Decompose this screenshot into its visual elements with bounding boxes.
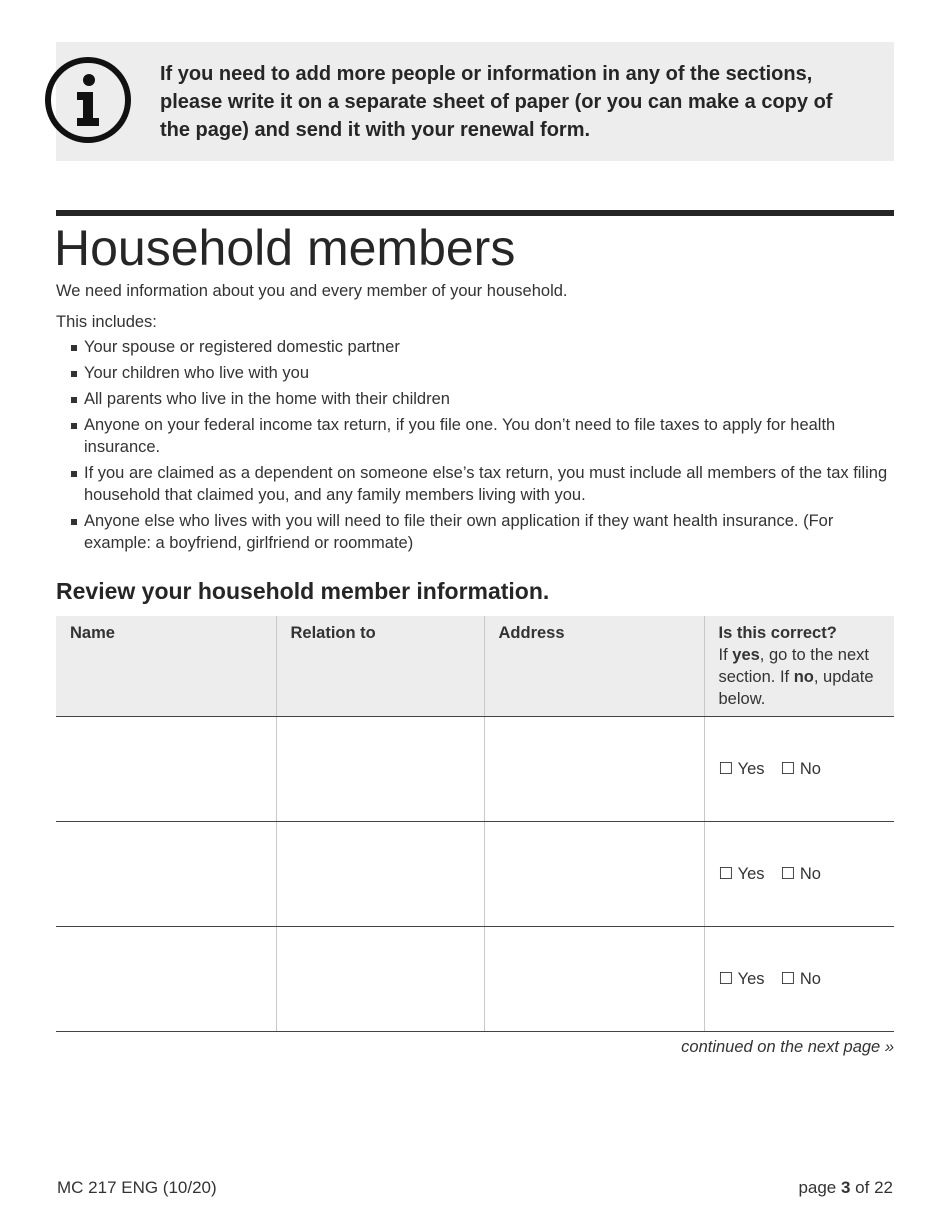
correct-cell [704, 927, 894, 1032]
review-heading: Review your household member information. [56, 578, 550, 604]
name-cell[interactable] [56, 927, 276, 1032]
list-item: Your spouse or registered domestic partner [56, 336, 894, 358]
info-icon [44, 56, 132, 144]
list-item: Your children who live with you [56, 362, 894, 384]
no-checkbox[interactable]: ☐ No [780, 760, 821, 778]
continued-note: continued on the next page » [681, 1038, 894, 1056]
page-title: Household members [54, 220, 516, 276]
yes-checkbox[interactable]: ☐ Yes [718, 970, 765, 988]
correct-cell [704, 822, 894, 927]
table-row [56, 822, 894, 927]
yes-checkbox[interactable]: ☐ Yes [718, 865, 765, 883]
address-cell[interactable] [484, 927, 704, 1032]
table-row [56, 717, 894, 822]
name-cell[interactable] [56, 822, 276, 927]
no-checkbox[interactable]: ☐ No [780, 865, 821, 883]
notice-text: If you need to add more people or information in any of the sections, please write it on a separate sheet of paper (or you can make a copy of the page) and send it with your renewal form. [160, 63, 833, 141]
list-item: Anyone on your federal income tax return, if you file one. You don’t need to file taxes to apply for health insurance. [56, 414, 894, 458]
relation-cell[interactable] [276, 717, 484, 822]
list-item: If you are claimed as a dependent on someone else’s tax return, you must include all members of the tax filing household that claimed you, and any family members living with you. [56, 462, 894, 506]
address-cell[interactable] [484, 717, 704, 822]
header-address: Address [484, 616, 704, 717]
list-item: Anyone else who lives with you will need to file their own application if they want health insurance. (For example: a boyfriend, girlfriend or roommate) [56, 510, 894, 554]
yes-checkbox[interactable]: ☐ Yes [718, 760, 765, 778]
header-relation: Relation to [276, 616, 484, 717]
includes-list [56, 336, 894, 558]
correct-cell [704, 717, 894, 822]
household-table [56, 616, 894, 1032]
section-rule [56, 210, 894, 216]
address-cell[interactable] [484, 822, 704, 927]
list-item: All parents who live in the home with their children [56, 388, 894, 410]
table-row [56, 927, 894, 1032]
includes-label: This includes: [56, 313, 157, 331]
header-correct: Is this correct? If yes, go to the next section. If no, update below. [704, 616, 894, 717]
name-cell[interactable] [56, 717, 276, 822]
intro-text: We need information about you and every member of your household. [56, 282, 568, 300]
form-id: MC 217 ENG (10/20) [57, 1178, 217, 1197]
relation-cell[interactable] [276, 822, 484, 927]
no-checkbox[interactable]: ☐ No [780, 970, 821, 988]
page-number: page 3 of 22 [798, 1178, 893, 1197]
header-name: Name [56, 616, 276, 717]
relation-cell[interactable] [276, 927, 484, 1032]
